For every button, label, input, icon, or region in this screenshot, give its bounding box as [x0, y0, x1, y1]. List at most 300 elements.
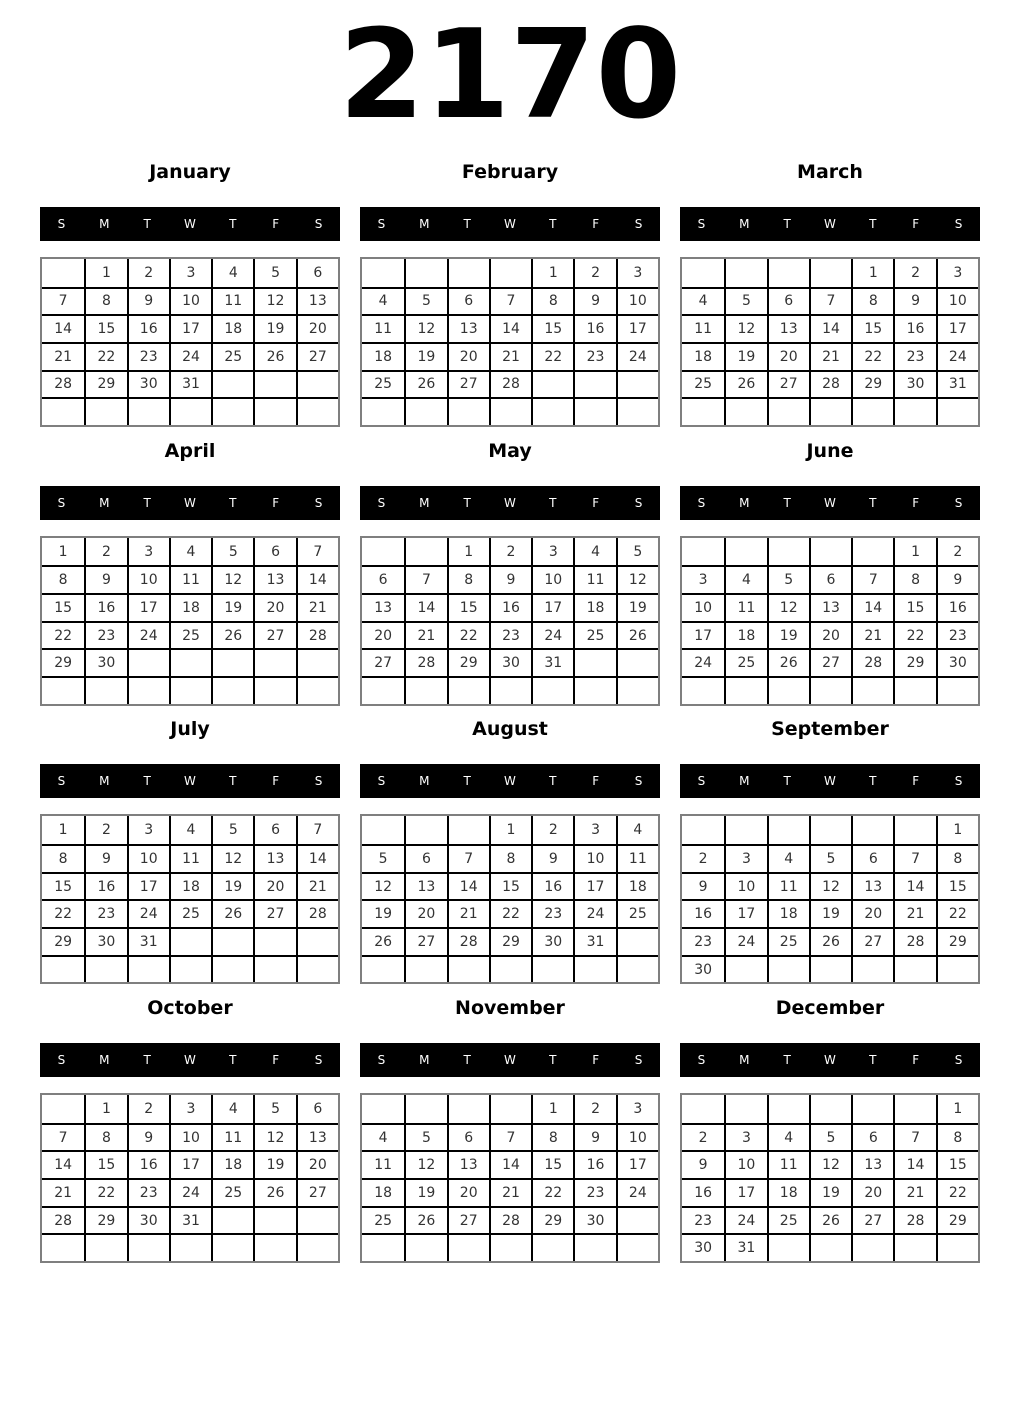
date-cell: 11: [767, 872, 809, 900]
day-letter: W: [504, 774, 516, 789]
day-letter: M: [419, 774, 430, 789]
date-cell: 16: [893, 314, 935, 342]
date-cell: 18: [211, 314, 253, 342]
day-letter: T: [549, 1053, 557, 1068]
date-cell: 19: [404, 1178, 446, 1206]
day-letter: T: [229, 495, 237, 510]
date-grid: [40, 536, 340, 706]
empty-cell: [362, 955, 404, 983]
empty-cell: [169, 927, 211, 955]
date-cell: 4: [767, 844, 809, 872]
date-cell: 9: [936, 565, 978, 593]
date-cell: 24: [936, 342, 978, 370]
empty-cell: [404, 259, 446, 287]
empty-cell: [169, 397, 211, 425]
day-of-week-header: [40, 764, 340, 798]
empty-cell: [253, 955, 295, 983]
date-cell: 5: [724, 287, 766, 315]
date-cell: 10: [616, 287, 658, 315]
date-cell: 28: [404, 648, 446, 676]
empty-cell: [893, 1233, 935, 1261]
date-cell: 2: [84, 538, 126, 566]
empty-cell: [253, 927, 295, 955]
empty-cell: [42, 259, 84, 287]
date-cell: 9: [84, 565, 126, 593]
date-cell: 25: [211, 342, 253, 370]
date-cell: 10: [127, 844, 169, 872]
date-cell: 22: [84, 1178, 126, 1206]
date-cell: 17: [531, 593, 573, 621]
empty-cell: [447, 259, 489, 287]
empty-cell: [42, 1233, 84, 1261]
date-cell: 21: [489, 342, 531, 370]
date-cell: 18: [169, 872, 211, 900]
date-cell: 30: [127, 370, 169, 398]
date-cell: 5: [809, 1123, 851, 1151]
date-cell: 21: [851, 621, 893, 649]
date-cell: 15: [42, 593, 84, 621]
date-cell: 17: [127, 872, 169, 900]
date-cell: 8: [84, 287, 126, 315]
day-letter: T: [869, 217, 877, 231]
date-cell: 22: [531, 1178, 573, 1206]
day-letter: S: [57, 217, 66, 231]
date-cell: 28: [447, 927, 489, 955]
date-cell: 14: [893, 872, 935, 900]
empty-cell: [893, 816, 935, 844]
date-cell: 21: [296, 593, 338, 621]
day-letter: M: [419, 217, 430, 231]
date-cell: 22: [893, 621, 935, 649]
day-letter: T: [143, 495, 151, 510]
date-cell: 28: [893, 927, 935, 955]
date-cell: 27: [851, 927, 893, 955]
empty-cell: [767, 1233, 809, 1261]
date-cell: 18: [682, 342, 724, 370]
date-cell: 12: [253, 287, 295, 315]
empty-cell: [724, 538, 766, 566]
day-letter: W: [504, 1053, 516, 1068]
date-cell: 3: [169, 1095, 211, 1123]
date-cell: 26: [809, 927, 851, 955]
month-january: [40, 150, 340, 429]
day-letter: T: [143, 774, 151, 789]
date-cell: 20: [404, 899, 446, 927]
date-cell: 2: [893, 259, 935, 287]
day-letter: S: [634, 217, 643, 231]
date-cell: 26: [616, 621, 658, 649]
date-cell: 24: [531, 621, 573, 649]
date-cell: 19: [767, 621, 809, 649]
date-cell: 13: [809, 593, 851, 621]
day-letter: M: [99, 217, 110, 231]
day-letter: W: [184, 495, 196, 510]
date-cell: 25: [573, 621, 615, 649]
date-cell: 11: [362, 1150, 404, 1178]
day-letter: T: [143, 217, 151, 231]
date-cell: 11: [169, 565, 211, 593]
date-cell: 9: [682, 1150, 724, 1178]
empty-cell: [404, 955, 446, 983]
empty-cell: [936, 397, 978, 425]
date-cell: 2: [573, 259, 615, 287]
empty-cell: [169, 676, 211, 704]
date-cell: 23: [127, 1178, 169, 1206]
empty-cell: [253, 648, 295, 676]
empty-cell: [211, 955, 253, 983]
date-cell: 19: [211, 593, 253, 621]
day-letter: S: [634, 1053, 643, 1068]
date-cell: 22: [936, 1178, 978, 1206]
date-cell: 26: [362, 927, 404, 955]
date-cell: 28: [296, 621, 338, 649]
empty-cell: [404, 1233, 446, 1261]
date-cell: 3: [616, 1095, 658, 1123]
month-title: May: [488, 439, 532, 462]
empty-cell: [851, 1095, 893, 1123]
date-cell: 5: [211, 538, 253, 566]
date-cell: 19: [724, 342, 766, 370]
date-cell: 2: [936, 538, 978, 566]
date-cell: 31: [936, 370, 978, 398]
date-cell: 5: [616, 538, 658, 566]
date-cell: 28: [42, 1206, 84, 1234]
day-of-week-header: [40, 486, 340, 520]
date-cell: 17: [936, 314, 978, 342]
empty-cell: [362, 1095, 404, 1123]
date-cell: 29: [42, 648, 84, 676]
month-august: [360, 707, 660, 986]
date-cell: 27: [404, 927, 446, 955]
empty-cell: [296, 370, 338, 398]
date-cell: 8: [84, 1123, 126, 1151]
date-cell: 16: [936, 593, 978, 621]
date-cell: 24: [616, 1178, 658, 1206]
date-cell: 11: [767, 1150, 809, 1178]
date-cell: 16: [531, 872, 573, 900]
day-letter: T: [549, 495, 557, 510]
day-letter: F: [592, 495, 600, 510]
date-cell: 3: [724, 844, 766, 872]
date-cell: 10: [169, 1123, 211, 1151]
date-cell: 24: [127, 899, 169, 927]
date-cell: 23: [893, 342, 935, 370]
date-grid: [680, 814, 980, 984]
day-letter: S: [377, 217, 386, 231]
day-letter: M: [419, 1053, 430, 1068]
empty-cell: [404, 538, 446, 566]
date-cell: 7: [809, 287, 851, 315]
month-february: [360, 150, 660, 429]
empty-cell: [936, 955, 978, 983]
date-cell: 31: [169, 370, 211, 398]
date-grid: [680, 536, 980, 706]
date-cell: 8: [531, 287, 573, 315]
date-cell: 6: [809, 565, 851, 593]
day-letter: S: [314, 1053, 323, 1068]
empty-cell: [851, 955, 893, 983]
empty-cell: [893, 955, 935, 983]
date-grid: [360, 814, 660, 984]
date-cell: 20: [767, 342, 809, 370]
empty-cell: [682, 538, 724, 566]
empty-cell: [296, 676, 338, 704]
date-cell: 7: [42, 287, 84, 315]
empty-cell: [724, 397, 766, 425]
empty-cell: [127, 648, 169, 676]
day-letter: M: [739, 1053, 750, 1068]
date-cell: 24: [724, 927, 766, 955]
date-cell: 17: [682, 621, 724, 649]
empty-cell: [296, 397, 338, 425]
day-letter: S: [377, 1053, 386, 1068]
day-letter: W: [824, 774, 836, 789]
date-cell: 4: [573, 538, 615, 566]
date-cell: 8: [936, 1123, 978, 1151]
date-cell: 3: [682, 565, 724, 593]
day-of-week-header: [680, 1043, 980, 1077]
date-cell: 12: [253, 1123, 295, 1151]
date-cell: 18: [169, 593, 211, 621]
date-cell: 22: [447, 621, 489, 649]
date-cell: 26: [767, 648, 809, 676]
empty-cell: [809, 259, 851, 287]
date-cell: 6: [404, 844, 446, 872]
date-cell: 6: [851, 844, 893, 872]
date-cell: 5: [253, 1095, 295, 1123]
date-cell: 27: [767, 370, 809, 398]
empty-cell: [84, 955, 126, 983]
months-grid: [0, 150, 1020, 1265]
empty-cell: [724, 816, 766, 844]
date-grid: [40, 1093, 340, 1263]
day-letter: T: [783, 495, 791, 510]
day-letter: S: [954, 495, 963, 510]
empty-cell: [851, 538, 893, 566]
empty-cell: [362, 676, 404, 704]
date-cell: 5: [404, 1123, 446, 1151]
empty-cell: [211, 1233, 253, 1261]
date-cell: 8: [851, 287, 893, 315]
date-cell: 23: [84, 621, 126, 649]
date-cell: 4: [211, 259, 253, 287]
date-cell: 28: [489, 370, 531, 398]
date-cell: 4: [211, 1095, 253, 1123]
day-letter: M: [739, 774, 750, 789]
date-cell: 28: [809, 370, 851, 398]
empty-cell: [447, 1233, 489, 1261]
date-cell: 16: [127, 314, 169, 342]
empty-cell: [296, 955, 338, 983]
empty-cell: [253, 1206, 295, 1234]
empty-cell: [127, 676, 169, 704]
empty-cell: [573, 648, 615, 676]
date-cell: 13: [253, 565, 295, 593]
day-letter: S: [377, 774, 386, 789]
empty-cell: [531, 370, 573, 398]
date-cell: 30: [84, 927, 126, 955]
day-letter: S: [314, 217, 323, 231]
day-letter: W: [824, 217, 836, 231]
empty-cell: [362, 816, 404, 844]
date-cell: 29: [447, 648, 489, 676]
date-cell: 20: [296, 1150, 338, 1178]
date-cell: 7: [296, 816, 338, 844]
date-cell: 27: [296, 342, 338, 370]
day-of-week-header: [360, 764, 660, 798]
date-cell: 21: [296, 872, 338, 900]
date-cell: 13: [767, 314, 809, 342]
day-letter: S: [954, 1053, 963, 1068]
date-cell: 14: [809, 314, 851, 342]
empty-cell: [531, 397, 573, 425]
empty-cell: [724, 676, 766, 704]
empty-cell: [724, 1095, 766, 1123]
date-cell: 8: [531, 1123, 573, 1151]
empty-cell: [447, 397, 489, 425]
date-cell: 6: [851, 1123, 893, 1151]
date-cell: 11: [682, 314, 724, 342]
day-letter: S: [697, 217, 706, 231]
empty-cell: [447, 1095, 489, 1123]
empty-cell: [573, 397, 615, 425]
date-cell: 1: [531, 1095, 573, 1123]
date-cell: 25: [616, 899, 658, 927]
date-cell: 20: [253, 593, 295, 621]
empty-cell: [404, 816, 446, 844]
empty-cell: [42, 1095, 84, 1123]
date-cell: 19: [211, 872, 253, 900]
date-cell: 22: [42, 621, 84, 649]
date-cell: 12: [211, 844, 253, 872]
date-cell: 25: [767, 927, 809, 955]
day-letter: T: [229, 1053, 237, 1068]
date-cell: 16: [573, 314, 615, 342]
date-cell: 9: [531, 844, 573, 872]
date-cell: 1: [893, 538, 935, 566]
day-of-week-header: [40, 207, 340, 241]
date-cell: 8: [447, 565, 489, 593]
date-cell: 23: [489, 621, 531, 649]
date-cell: 1: [936, 1095, 978, 1123]
empty-cell: [84, 397, 126, 425]
date-cell: 2: [682, 1123, 724, 1151]
date-cell: 8: [42, 844, 84, 872]
empty-cell: [767, 538, 809, 566]
day-of-week-header: [680, 486, 980, 520]
date-cell: 5: [404, 287, 446, 315]
date-cell: 29: [936, 927, 978, 955]
date-cell: 15: [84, 314, 126, 342]
date-cell: 30: [489, 648, 531, 676]
date-cell: 8: [893, 565, 935, 593]
empty-cell: [489, 1095, 531, 1123]
date-cell: 30: [682, 955, 724, 983]
month-title: April: [164, 439, 216, 462]
date-cell: 12: [404, 1150, 446, 1178]
date-cell: 23: [531, 899, 573, 927]
day-letter: T: [229, 774, 237, 789]
day-letter: F: [912, 217, 920, 231]
date-cell: 28: [42, 370, 84, 398]
date-cell: 28: [893, 1206, 935, 1234]
date-cell: 1: [447, 538, 489, 566]
date-cell: 5: [253, 259, 295, 287]
empty-cell: [404, 397, 446, 425]
empty-cell: [616, 676, 658, 704]
date-cell: 1: [84, 1095, 126, 1123]
empty-cell: [253, 1233, 295, 1261]
date-cell: 6: [253, 538, 295, 566]
date-cell: 6: [362, 565, 404, 593]
empty-cell: [211, 648, 253, 676]
date-cell: 12: [767, 593, 809, 621]
date-cell: 24: [682, 648, 724, 676]
date-cell: 12: [616, 565, 658, 593]
date-cell: 18: [362, 1178, 404, 1206]
date-cell: 27: [809, 648, 851, 676]
date-cell: 22: [42, 899, 84, 927]
date-cell: 13: [296, 1123, 338, 1151]
date-cell: 11: [211, 287, 253, 315]
date-cell: 13: [404, 872, 446, 900]
date-cell: 26: [211, 621, 253, 649]
empty-cell: [809, 397, 851, 425]
empty-cell: [767, 816, 809, 844]
empty-cell: [211, 1206, 253, 1234]
date-cell: 10: [169, 287, 211, 315]
year-title: 2170: [338, 3, 682, 147]
month-title: October: [147, 997, 233, 1020]
date-cell: 14: [447, 872, 489, 900]
date-cell: 10: [616, 1123, 658, 1151]
date-cell: 7: [404, 565, 446, 593]
empty-cell: [851, 1233, 893, 1261]
date-cell: 12: [362, 872, 404, 900]
date-cell: 27: [851, 1206, 893, 1234]
date-grid: [360, 1093, 660, 1263]
empty-cell: [936, 1233, 978, 1261]
date-cell: 4: [682, 287, 724, 315]
empty-cell: [489, 259, 531, 287]
date-cell: 29: [936, 1206, 978, 1234]
date-cell: 25: [362, 370, 404, 398]
date-cell: 22: [84, 342, 126, 370]
date-cell: 12: [404, 314, 446, 342]
empty-cell: [616, 648, 658, 676]
day-letter: S: [377, 495, 386, 510]
date-cell: 14: [296, 565, 338, 593]
date-cell: 16: [682, 1178, 724, 1206]
date-cell: 26: [404, 1206, 446, 1234]
empty-cell: [362, 1233, 404, 1261]
date-cell: 18: [767, 1178, 809, 1206]
date-cell: 19: [253, 314, 295, 342]
date-cell: 3: [169, 259, 211, 287]
empty-cell: [489, 397, 531, 425]
date-cell: 20: [851, 899, 893, 927]
empty-cell: [127, 955, 169, 983]
date-cell: 3: [127, 538, 169, 566]
date-cell: 7: [489, 1123, 531, 1151]
date-cell: 10: [127, 565, 169, 593]
day-letter: S: [57, 1053, 66, 1068]
date-cell: 2: [682, 844, 724, 872]
day-letter: T: [783, 774, 791, 789]
date-cell: 2: [573, 1095, 615, 1123]
date-cell: 30: [936, 648, 978, 676]
day-letter: F: [592, 217, 600, 231]
